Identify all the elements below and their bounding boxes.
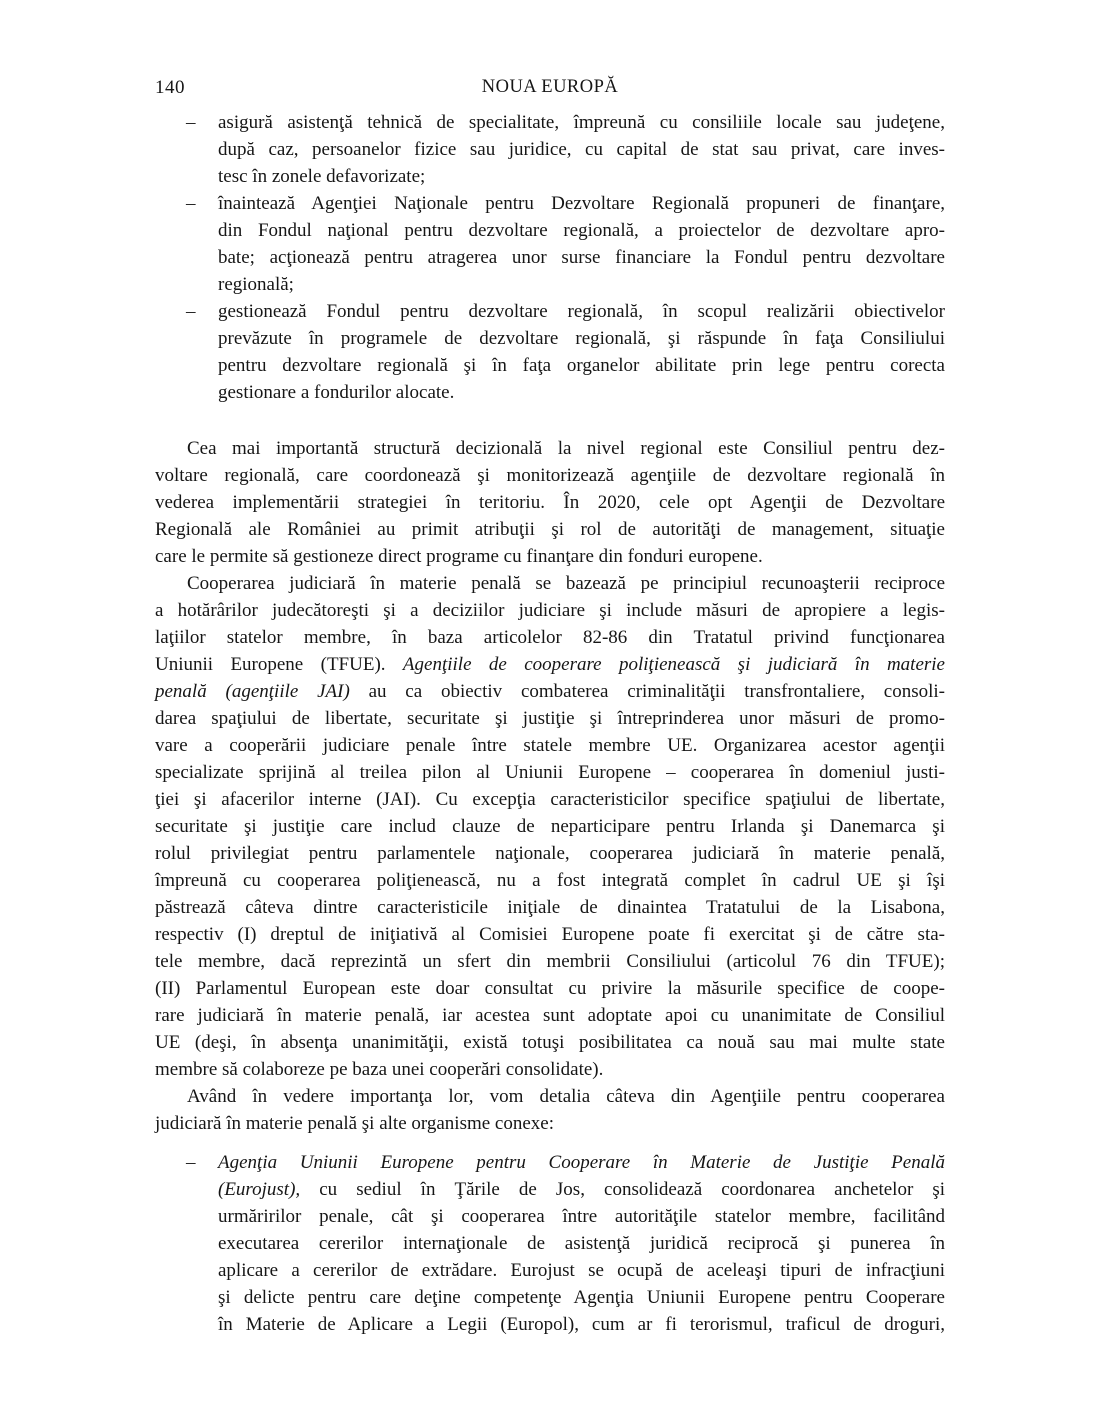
- bullet-list-top: [155, 109, 945, 406]
- text-line: [155, 786, 945, 813]
- text-line: [218, 1203, 945, 1230]
- bullet-text: [218, 109, 945, 190]
- list-item: [155, 190, 945, 298]
- paragraph: [155, 570, 945, 1083]
- text-run: înaintează Agenţiei Naţionale pentru Dezvoltare Regională propuneri de finanţare,: [218, 193, 945, 214]
- text-run: darea spaţiului de libertate, securitate şi justiţie şi întreprinderea unor măsuri de promo-: [155, 708, 945, 729]
- text-line: [218, 190, 945, 217]
- text-line: [155, 813, 945, 840]
- page-content: [155, 109, 945, 1338]
- text-run: prevăzute în programele de dezvoltare regională, şi răspunde în faţa Consiliului: [218, 328, 945, 349]
- text-line: [155, 1110, 945, 1137]
- text-line: [155, 1002, 945, 1029]
- text-line: [218, 352, 945, 379]
- paragraph: [155, 435, 945, 570]
- text-run: tele membre, dacă reprezintă un sfert din membrii Consiliului (articolul 76 din TFUE);: [155, 951, 945, 972]
- text-line: [218, 1284, 945, 1311]
- page-header: [0, 77, 1100, 98]
- text-line: [218, 109, 945, 136]
- text-run: şi delicte pentru care deţine competenţe Agenţia Uniunii Europene pentru Cooperare: [218, 1287, 945, 1308]
- text-run: aplicare a cererilor de extrădare. Eurojust se ocupă de aceleaşi tipuri de infracţiuni: [218, 1260, 945, 1281]
- text-run: Cea mai importantă structură decizională la nivel regional este Consiliul pentru dez-: [187, 438, 945, 459]
- text-run: împreună cu cooperarea poliţienească, nu a fost integrată complet în cadrul UE şi îşi: [155, 870, 945, 891]
- text-line: [155, 975, 945, 1002]
- text-line: [218, 379, 945, 406]
- text-run: pentru dezvoltare regională şi în faţa organelor abilitate prin lege pentru corecta: [218, 355, 945, 376]
- text-run: judiciară în materie penală şi alte organisme conexe:: [155, 1113, 555, 1134]
- text-run: Regională ale României au primit atribuţii şi rol de autorităţi de management, situaţie: [155, 519, 945, 540]
- text-run: (II) Parlamentul European este doar consultat cu privire la măsurile specifice de coope-: [155, 978, 945, 999]
- text-line: [155, 867, 945, 894]
- bullet-text: [218, 190, 945, 298]
- text-run: ţiei şi afacerilor interne (JAI). Cu excepţia caracteristicilor specifice spaţiului de libertate,: [155, 789, 945, 810]
- text-run: vare a cooperării judiciare penale între statele membre UE. Organizarea acestor agenţii: [155, 735, 945, 756]
- text-line: [218, 325, 945, 352]
- text-line: [155, 516, 945, 543]
- bullet-dash-icon: –: [186, 301, 196, 322]
- text-line: [155, 1056, 945, 1083]
- text-run: păstrează câteva dintre caracteristicile iniţiale de dinaintea Tratatului de la Lisabona,: [155, 897, 945, 918]
- text-run: rare judiciară în materie penală, iar acestea sunt adoptate apoi cu unanimitate de Consiliul: [155, 1005, 945, 1026]
- text-line: [155, 597, 945, 624]
- text-run: gestionare a fondurilor alocate.: [218, 382, 455, 403]
- text-run: gestionează Fondul pentru dezvoltare regională, în scopul realizării obiectivelor: [218, 301, 945, 322]
- text-run: au ca obiectiv combaterea criminalităţii transfrontaliere, consoli-: [349, 681, 946, 702]
- bullet-text: [218, 298, 945, 406]
- text-line: [155, 435, 945, 462]
- text-line: [155, 651, 945, 678]
- text-run: a hotărârilor judecătoreşti şi a deciziilor judiciare şi include măsuri de apropiere a legis-: [155, 600, 945, 621]
- text-line: [155, 1029, 945, 1056]
- text-line: [218, 244, 945, 271]
- text-line: [155, 1083, 945, 1110]
- text-line: [155, 759, 945, 786]
- text-line: [218, 1230, 945, 1257]
- text-line: [155, 624, 945, 651]
- text-line: [155, 678, 945, 705]
- text-line: [218, 298, 945, 325]
- text-line: [155, 840, 945, 867]
- text-line: [155, 948, 945, 975]
- page-number: 140: [155, 77, 185, 98]
- italic-text-run: penală (agenţiile JAI): [155, 681, 350, 702]
- text-line: [218, 217, 945, 244]
- text-run: din Fondul naţional pentru dezvoltare regională, a proiectelor de dezvoltare apro-: [218, 220, 945, 241]
- text-run: Cooperarea judiciară în materie penală se bazează pe principiul recunoaşterii reciproce: [187, 573, 945, 594]
- text-run: în Materie de Aplicare a Legii (Europol), cum ar fi terorismul, traficul de droguri,: [218, 1314, 945, 1335]
- text-line: [155, 894, 945, 921]
- italic-text-run: (Eurojust),: [218, 1179, 301, 1200]
- text-line: [155, 462, 945, 489]
- text-run: vederea implementării strategiei în teritoriu. În 2020, cele opt Agenţii de Dezvoltare: [155, 492, 945, 513]
- text-line: [218, 1149, 945, 1176]
- bullet-dash-icon: –: [186, 112, 196, 133]
- text-run: urmăririlor penale, cât şi cooperarea între autorităţile statelor membre, facilitând: [218, 1206, 945, 1227]
- italic-text-run: Agenţiile de cooperare poliţienească şi judiciară în materie: [402, 654, 945, 675]
- text-line: [218, 1257, 945, 1284]
- list-item: [155, 298, 945, 406]
- text-line: [218, 136, 945, 163]
- text-run: care le permite să gestioneze direct programe cu finanţare din fonduri europene.: [155, 546, 763, 567]
- text-run: securitate şi justiţie care includ clauze de neparticipare pentru Irlanda şi Danemarca şi: [155, 816, 945, 837]
- text-line: [155, 732, 945, 759]
- text-run: cu sediul în Ţările de Jos, consolidează coordonarea anchetelor şi: [300, 1179, 945, 1200]
- text-line: [155, 489, 945, 516]
- text-run: laţiilor statelor membre, în baza articolelor 82-86 din Tratatul privind funcţionarea: [155, 627, 945, 648]
- italic-text-run: Agenţia Uniunii Europene pentru Cooperare în Materie de Justiţie Penală: [218, 1152, 945, 1173]
- bullet-list-bottom: [155, 1149, 945, 1338]
- text-line: [218, 1311, 945, 1338]
- bullet-dash-icon: –: [186, 193, 196, 214]
- text-run: rolul privilegiat pentru parlamentele naţionale, cooperarea judiciară în materie penală,: [155, 843, 945, 864]
- text-run: tesc în zonele defavorizate;: [218, 166, 426, 187]
- text-run: UE (deşi, în absenţa unanimităţii, există totuşi posibilitatea ca nouă sau mai multe state: [155, 1032, 945, 1053]
- bullet-dash-icon: –: [186, 1152, 196, 1173]
- text-line: [218, 1176, 945, 1203]
- text-run: Uniunii Europene (TFUE).: [155, 654, 403, 675]
- list-item: [155, 1149, 945, 1338]
- text-run: executarea cererilor internaţionale de asistenţă juridică reciprocă şi punerea în: [218, 1233, 945, 1254]
- text-run: asigură asistenţă tehnică de specialitate, împreună cu consiliile locale sau judeţene,: [218, 112, 945, 133]
- list-item: [155, 109, 945, 190]
- bullet-text: [218, 1149, 945, 1338]
- text-run: Având în vedere importanţa lor, vom detalia câteva din Agenţiile pentru cooperarea: [187, 1086, 945, 1107]
- text-line: [155, 570, 945, 597]
- text-run: respectiv (I) dreptul de iniţiativă al Comisiei Europene poate fi exercitat şi de către sta-: [155, 924, 945, 945]
- text-run: voltare regională, care coordonează şi monitorizează agenţiile de dezvoltare regională în: [155, 465, 945, 486]
- text-line: [155, 921, 945, 948]
- text-run: după caz, persoanelor fizice sau juridice, cu capital de stat sau privat, care inves-: [218, 139, 945, 160]
- text-line: [155, 543, 945, 570]
- text-run: membre să colaboreze pe baza unei cooperări consolidate).: [155, 1059, 604, 1080]
- text-run: regională;: [218, 274, 294, 295]
- page-title: NOUA EUROPĂ: [481, 77, 619, 97]
- text-line: [218, 163, 945, 190]
- paragraph: [155, 1083, 945, 1137]
- text-line: [218, 271, 945, 298]
- text-run: bate; acţionează pentru atragerea unor surse financiare la Fondul pentru dezvoltare: [218, 247, 945, 268]
- text-line: [155, 705, 945, 732]
- text-run: specializate sprijină al treilea pilon al Uniunii Europene – cooperarea în domeniul justi-: [155, 762, 945, 783]
